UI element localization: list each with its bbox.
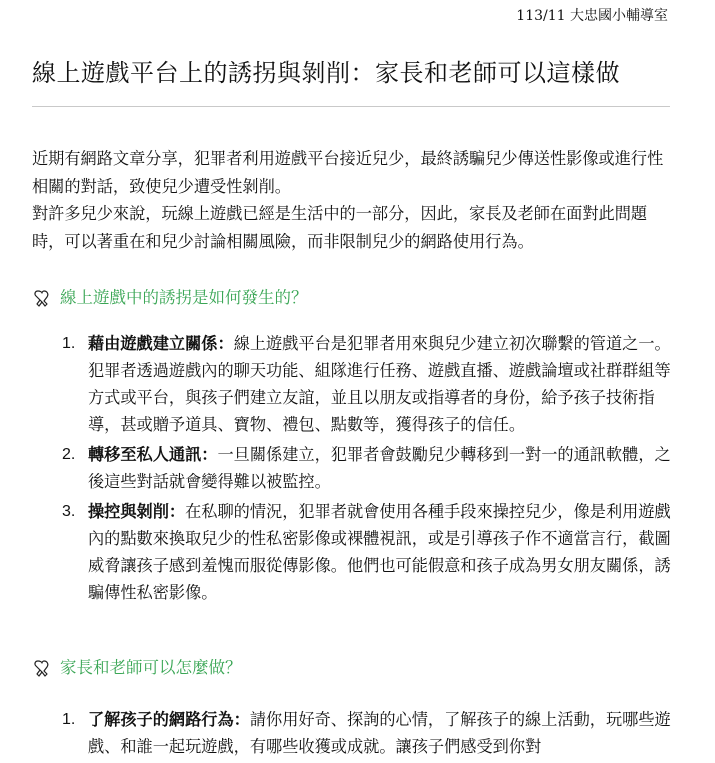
header-note: 113/11 大忠國小輔導室 bbox=[516, 8, 668, 24]
ribbon-icon bbox=[32, 658, 52, 678]
list-item-text: 一旦關係建立，犯罪者會鼓勵兒少轉移到一對一的通訊軟體，之後這些對話就會變得難以被監控。 bbox=[88, 445, 671, 491]
list-item bbox=[62, 330, 672, 438]
list-item-number: 1. bbox=[62, 335, 76, 352]
list-item bbox=[62, 706, 672, 760]
intro-paragraph-2: 對許多兒少來說，玩線上遊戲已經是生活中的一部分，因此，家長及老師在面對此問題時，可以著重在和兒少討論相關風險，而非限制兒少的網路使用行為。 bbox=[32, 204, 648, 251]
list-item-term: 了解孩子的網路行為： bbox=[88, 710, 250, 729]
intro-section bbox=[32, 145, 672, 255]
list-item-term: 藉由遊戲建立關係： bbox=[88, 334, 234, 353]
parent-actions-list bbox=[62, 706, 672, 763]
list-item-text: 請你用好奇、探詢的心情，了解孩子的線上活動，玩哪些遊戲、和誰一起玩遊戲，有哪些收獲或成就。讓孩子們感受到你對 bbox=[88, 710, 671, 756]
list-item-text: 線上遊戲平台是犯罪者用來與兒少建立初次聯繫的管道之一。犯罪者透過遊戲內的聊天功能、組隊進行任務、遊戲直播、遊戲論壇或社群群組等方式或平台，與孩子們建立友誼，並且以朋友或指導者的身份，給予孩子技術指導，甚或贈予道具、寶物、禮包、點數等，獲得孩子的信任。 bbox=[88, 334, 671, 434]
title-divider bbox=[32, 106, 670, 107]
list-item-number: 2. bbox=[62, 446, 76, 463]
list-item-number: 1. bbox=[62, 711, 76, 728]
list-item-number: 3. bbox=[62, 503, 76, 520]
grooming-steps-list bbox=[62, 330, 672, 609]
intro-paragraph-1: 近期有網路文章分享，犯罪者利用遊戲平台接近兒少，最終誘騙兒少傳送性影像或進行性相關的對話，致使兒少遭受性剝削。 bbox=[32, 149, 664, 196]
list-item bbox=[62, 498, 672, 606]
list-item bbox=[62, 441, 672, 495]
section-heading-text: 線上遊戲中的誘拐是如何發生的？ bbox=[60, 288, 308, 307]
section-heading-text: 家長和老師可以怎麼做？ bbox=[60, 658, 242, 677]
section-heading-grooming bbox=[32, 285, 308, 311]
list-item-text: 在私聊的情況，犯罪者就會使用各種手段來操控兒少，像是利用遊戲內的點數來換取兒少的性私密影像或裸體視訊，或是引導孩子作不適當言行，截圖威脅讓孩子感到羞愧而服從傳影像。他們也可能假意和孩子成為男女朋友關係，誘騙傳性私密影像。 bbox=[88, 502, 671, 602]
page-title: 線上遊戲平台上的誘拐與剝削：家長和老師可以這樣做 bbox=[32, 59, 620, 87]
section-heading-what-to-do bbox=[32, 655, 242, 681]
list-item-term: 轉移至私人通訊： bbox=[88, 445, 218, 464]
list-item-term: 操控與剝削： bbox=[88, 502, 186, 521]
ribbon-icon bbox=[32, 288, 52, 308]
